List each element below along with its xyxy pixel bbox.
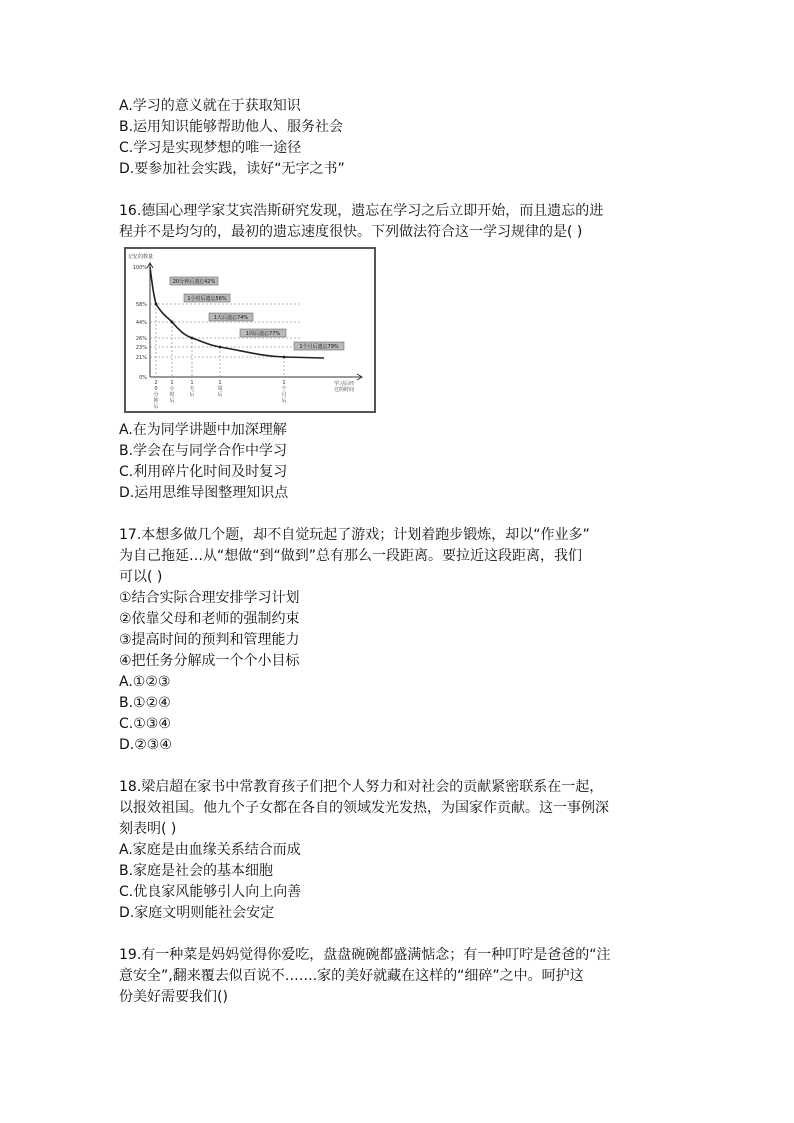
x-axis-label: 学习后经过的时间 — [334, 381, 355, 393]
data-point — [191, 337, 194, 340]
q17-item-4: ④把任务分解成一个个小目标 — [119, 653, 300, 669]
q16-option-c: C.利用碎片化时间及时复习 — [119, 464, 288, 480]
q17-option-d: D.②③④ — [119, 737, 172, 753]
question-19 — [119, 945, 689, 1008]
annotation-label: 1小时后遗忘56% — [187, 296, 227, 302]
forgetting-curve-chart — [124, 247, 376, 413]
x-tick-label: 1 天后 — [189, 380, 195, 398]
y-tick-label: 0% — [139, 375, 147, 381]
q18-option-c: C.优良家风能够引人向上向善 — [119, 884, 302, 900]
y-tick-label: 21% — [135, 355, 147, 361]
q17-item-1: ①结合实际合理安排学习计划 — [119, 590, 300, 606]
q17-item-3: ③提高时间的预判和管理能力 — [119, 632, 300, 648]
q17-stem-line-2: 为自己拖延…从“想做“到“做到”总有那么一段距离。要拉近这段距离，我们 — [119, 548, 583, 564]
q18-stem-line-2: 以报效祖国。他九个子女都在各自的领域发光发热，为国家作贡献。这一事例深 — [119, 800, 609, 816]
data-point — [283, 356, 286, 359]
q17-option-b: B.①②④ — [119, 695, 171, 711]
annotation-label: 20分钟后遗忘42% — [172, 279, 216, 285]
x-tick-label: 1 小时后 — [169, 380, 175, 404]
q18-option-a: A.家庭是由血缘关系结合而成 — [119, 842, 301, 858]
q17-option-c: C.①③④ — [119, 716, 171, 732]
q18-option-b: B.家庭是社会的基本细胞 — [119, 863, 274, 879]
q15-options — [119, 96, 689, 180]
q15-option-b: B.运用知识能够帮助他人、服务社会 — [119, 119, 344, 135]
y-tick-label: 44% — [135, 320, 147, 326]
q19-stem-line-1: 19.有一种菜是妈妈觉得你爱吃，盘盘碗碗都盛满惦念；有一种叮咛是爸爸的“注 — [119, 947, 611, 963]
q16-stem-line-1: 16.德国心理学家艾宾浩斯研究发现，遗忘在学习之后立即开始，而且遗忘的进 — [119, 203, 604, 219]
q17-option-a: A.①②③ — [119, 674, 171, 690]
data-point — [219, 346, 222, 349]
forgetting-curve-svg — [126, 249, 374, 411]
question-page — [119, 96, 689, 1008]
q17-stem-line-1: 17.本想多做几个题，却不自觉玩起了游戏；计划着跑步锻炼，却以“作业多” — [119, 527, 590, 543]
q19-stem-line-3: 份美好需要我们() — [119, 989, 228, 1005]
y-tick-label: 58% — [135, 302, 147, 308]
q15-option-a: A.学习的意义就在于获取知识 — [119, 98, 301, 114]
q18-stem-line-3: 刻表明( ) — [119, 821, 177, 837]
q15-option-c: C.学习是实现梦想的唯一途径 — [119, 140, 302, 156]
q17-stem-line-3: 可以( ) — [119, 569, 163, 585]
question-16 — [119, 201, 689, 504]
annotation-label: 1天后遗忘74% — [213, 315, 249, 321]
annotation-label: 1个月后遗忘79% — [299, 344, 339, 350]
q18-stem-line-1: 18.梁启超在家书中常教育孩子们把个人努力和对社会的贡献紧密联系在一起， — [119, 779, 604, 795]
q15-option-d: D.要参加社会实践，读好“无字之书” — [119, 161, 345, 177]
q16-option-b: B.学会在与同学合作中学习 — [119, 443, 288, 459]
annotation-label: 1周后遗忘77% — [245, 331, 281, 337]
y-tick-label: 100% — [132, 265, 147, 271]
question-17 — [119, 525, 689, 756]
y-tick-label: 23% — [135, 345, 147, 351]
q16-option-d: D.运用思维导图整理知识点 — [119, 485, 289, 501]
x-tick-label: 2 0 分钟后 — [153, 380, 159, 410]
data-point — [171, 321, 174, 324]
q16-stem-line-2: 程并不是均匀的，最初的遗忘速度很快。下列做法符合这一学习规律的是( ) — [119, 224, 583, 240]
data-point — [155, 303, 158, 306]
x-tick-label: 1 个月后 — [281, 380, 287, 404]
q19-stem-line-2: 意安全”,翻来覆去似百说不…….家的美好就藏在这样的“细碎”之中。呵护这 — [119, 968, 584, 984]
q16-option-a: A.在为同学讲题中加深理解 — [119, 422, 287, 438]
x-tick-label: 1 周后 — [217, 380, 223, 398]
q18-option-d: D.家庭文明则能社会安定 — [119, 905, 275, 921]
y-axis-label: 记忆的数量 — [128, 254, 154, 260]
y-tick-label: 26% — [135, 336, 147, 342]
question-18 — [119, 777, 689, 924]
q17-item-2: ②依靠父母和老师的强制约束 — [119, 611, 300, 627]
